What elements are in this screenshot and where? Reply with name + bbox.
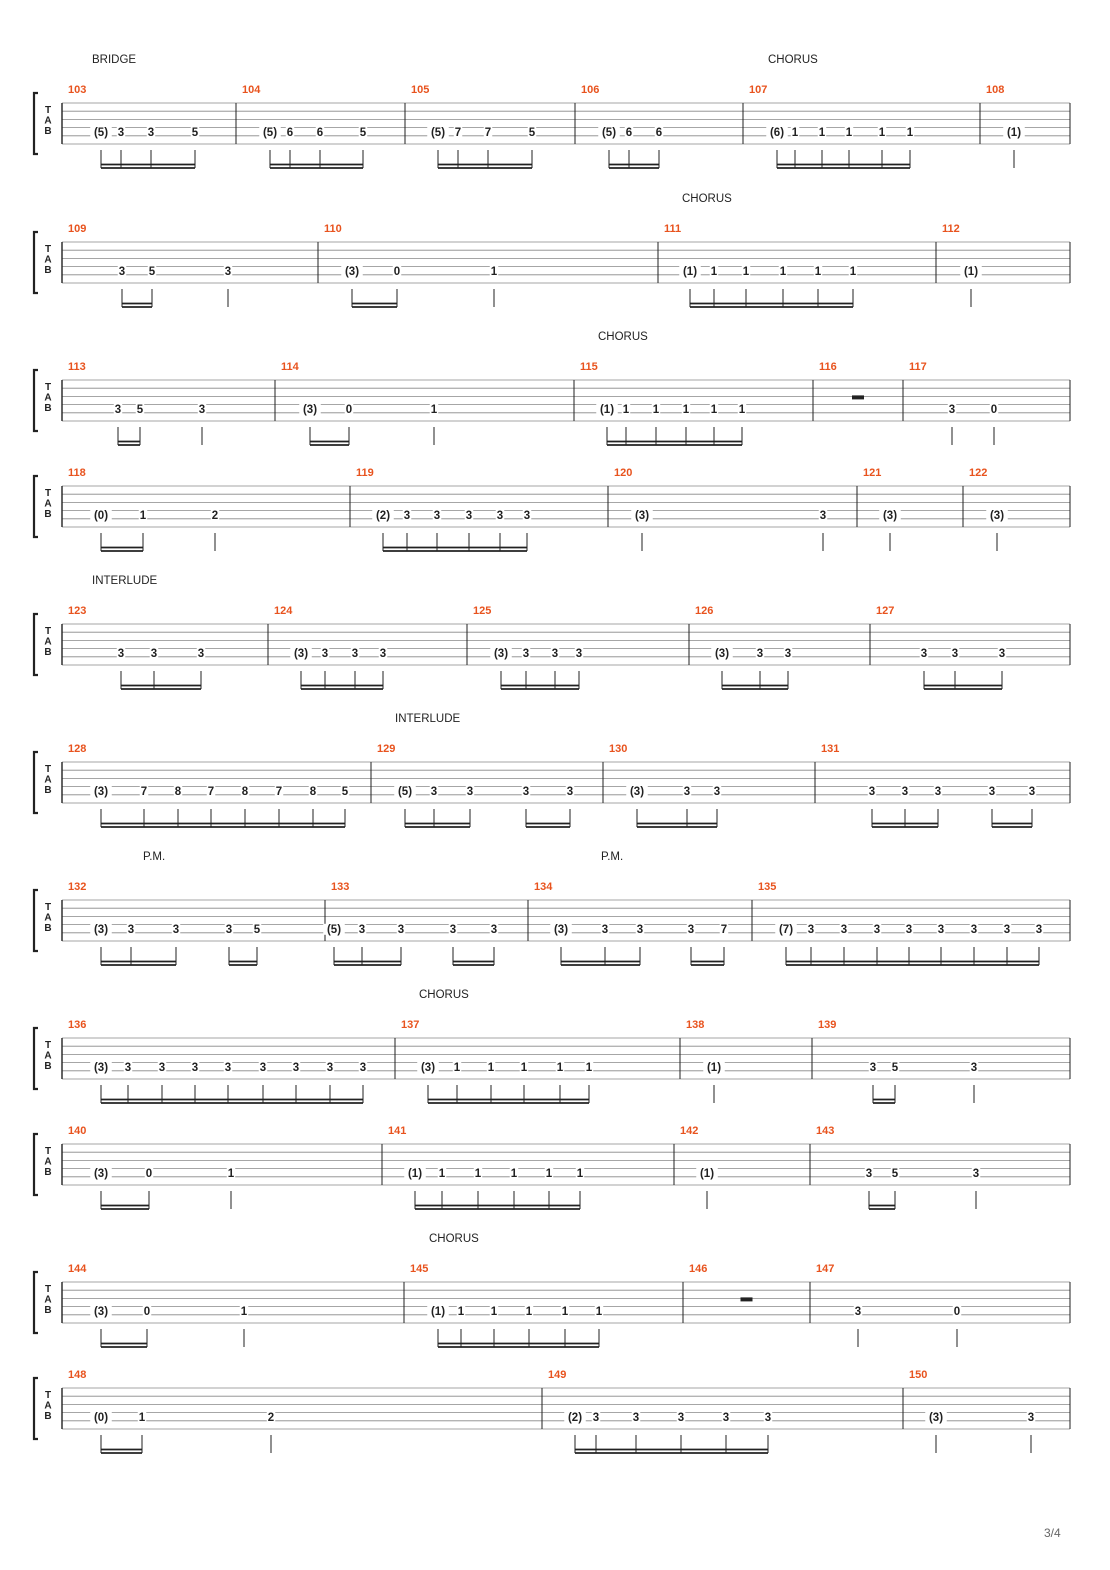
fret-number: 1 xyxy=(430,403,438,416)
fret-number: 0 xyxy=(143,1305,151,1318)
measure-number: 141 xyxy=(388,1125,407,1137)
fret-number: 1 xyxy=(779,265,787,278)
measure-number: 128 xyxy=(68,743,87,755)
fret-number: 3 xyxy=(905,923,913,936)
fret-number: 3 xyxy=(403,509,411,522)
fret-number: 3 xyxy=(819,509,827,522)
tied-fret-number: (5) xyxy=(262,126,278,139)
measure-number: 146 xyxy=(689,1263,708,1275)
fret-number: 3 xyxy=(1035,923,1043,936)
tab-clef-letter: A xyxy=(44,498,52,510)
tab-clef-letter: T xyxy=(44,244,52,255)
fret-number: 0 xyxy=(345,403,353,416)
fret-number: 1 xyxy=(520,1061,528,1074)
tied-fret-number: (3) xyxy=(928,1411,944,1424)
fret-number: 3 xyxy=(632,1411,640,1424)
section-label: INTERLUDE xyxy=(395,713,461,725)
fret-number: 1 xyxy=(814,265,822,278)
tab-clef-letter: B xyxy=(44,647,52,658)
fret-number: 3 xyxy=(359,1061,367,1074)
fret-number: 1 xyxy=(457,1305,465,1318)
measure-number: 117 xyxy=(909,361,927,373)
fret-number: 3 xyxy=(713,785,721,798)
section-label: CHORUS xyxy=(429,1233,479,1245)
fret-number: 3 xyxy=(259,1061,267,1074)
fret-number: 3 xyxy=(397,923,405,936)
fret-number: 3 xyxy=(1003,923,1011,936)
tied-fret-number: (3) xyxy=(93,1167,109,1180)
fret-number: 1 xyxy=(791,126,799,139)
tied-fret-number: (3) xyxy=(553,923,569,936)
fret-number: 3 xyxy=(1028,785,1036,798)
tied-fret-number: (1) xyxy=(963,265,979,278)
tab-clef-letter: B xyxy=(44,509,52,520)
fret-number: 3 xyxy=(147,126,155,139)
measure-number: 125 xyxy=(473,605,492,617)
fret-number: 3 xyxy=(225,923,233,936)
fret-number: 1 xyxy=(474,1167,482,1180)
measure-number: 140 xyxy=(68,1125,87,1137)
fret-number: 7 xyxy=(207,785,215,798)
fret-number: 1 xyxy=(818,126,826,139)
tab-clef-letter: A xyxy=(44,1156,52,1168)
fret-number: 3 xyxy=(490,923,498,936)
measure-number: 142 xyxy=(680,1125,699,1137)
system-brace xyxy=(34,890,38,951)
tied-fret-number: (3) xyxy=(93,1061,109,1074)
tab-clef-letter: A xyxy=(44,115,52,127)
fret-number: 3 xyxy=(869,1061,877,1074)
fret-number: 3 xyxy=(1027,1411,1035,1424)
fret-number: 3 xyxy=(198,403,206,416)
fret-number: 1 xyxy=(561,1305,569,1318)
fret-number: 1 xyxy=(240,1305,248,1318)
tied-fret-number: (1) xyxy=(1006,126,1022,139)
fret-number: 6 xyxy=(316,126,324,139)
measure-number: 139 xyxy=(818,1019,837,1031)
measure-number: 137 xyxy=(401,1019,420,1031)
tab-clef-letter: T xyxy=(44,105,52,116)
fret-number: 3 xyxy=(522,785,530,798)
measure-number: 147 xyxy=(816,1263,835,1275)
measure-number: 127 xyxy=(876,605,895,617)
tab-clef-letter: B xyxy=(44,1167,52,1178)
fret-number: 3 xyxy=(575,647,583,660)
tab-clef-letter: T xyxy=(44,902,52,913)
measure-number: 114 xyxy=(281,361,299,373)
system-brace xyxy=(34,476,38,537)
tab-clef-letter: A xyxy=(44,1050,52,1062)
fret-number: 1 xyxy=(652,403,660,416)
section-label: CHORUS xyxy=(419,989,469,1001)
measure-number: 120 xyxy=(614,467,633,479)
fret-number: 3 xyxy=(326,1061,334,1074)
measure-number: 133 xyxy=(331,881,350,893)
fret-number: 3 xyxy=(854,1305,862,1318)
system-brace xyxy=(34,1272,38,1333)
fret-number: 3 xyxy=(523,509,531,522)
fret-number: 3 xyxy=(937,923,945,936)
fret-number: 3 xyxy=(197,647,205,660)
fret-number: 3 xyxy=(722,1411,730,1424)
tab-system xyxy=(34,331,1070,445)
fret-number: 5 xyxy=(341,785,349,798)
fret-number: 3 xyxy=(592,1411,600,1424)
tab-clef-letter: B xyxy=(44,265,52,276)
fret-number: 0 xyxy=(393,265,401,278)
tab-clef-letter: A xyxy=(44,636,52,648)
measure-number: 149 xyxy=(548,1369,567,1381)
fret-number: 3 xyxy=(970,923,978,936)
tab-system xyxy=(34,713,1070,827)
tied-fret-number: (3) xyxy=(293,647,309,660)
tied-fret-number: (5) xyxy=(93,126,109,139)
fret-number: 3 xyxy=(807,923,815,936)
measure-number: 122 xyxy=(969,467,988,479)
fret-number: 1 xyxy=(138,1411,146,1424)
fret-number: 3 xyxy=(114,403,122,416)
tied-fret-number: (1) xyxy=(407,1167,423,1180)
measure-number: 115 xyxy=(580,361,598,373)
measure-number: 105 xyxy=(411,84,430,96)
fret-number: 3 xyxy=(687,923,695,936)
fret-number: 1 xyxy=(682,403,690,416)
fret-number: 3 xyxy=(191,1061,199,1074)
tied-fret-number: (3) xyxy=(629,785,645,798)
measure-number: 148 xyxy=(68,1369,87,1381)
fret-number: 3 xyxy=(292,1061,300,1074)
tab-clef-letter: B xyxy=(44,403,52,414)
tab-clef-letter: T xyxy=(44,1040,52,1051)
fret-number: 6 xyxy=(655,126,663,139)
tied-fret-number: (6) xyxy=(769,126,785,139)
fret-number: 5 xyxy=(136,403,144,416)
fret-number: 3 xyxy=(948,403,956,416)
fret-number: 3 xyxy=(840,923,848,936)
fret-number: 3 xyxy=(150,647,158,660)
measure-number: 106 xyxy=(581,84,600,96)
tied-fret-number: (5) xyxy=(326,923,342,936)
tab-clef-letter: B xyxy=(44,126,52,137)
section-label: BRIDGE xyxy=(92,54,137,66)
fret-number: 1 xyxy=(710,265,718,278)
fret-number: 1 xyxy=(742,265,750,278)
measure-number: 150 xyxy=(909,1369,928,1381)
tied-fret-number: (3) xyxy=(882,509,898,522)
measure-number: 110 xyxy=(324,223,342,235)
tab-system xyxy=(34,851,1070,965)
tab-clef-letter: T xyxy=(44,626,52,637)
fret-number: 0 xyxy=(145,1167,153,1180)
measure-number: 145 xyxy=(410,1263,429,1275)
tab-clef-letter: A xyxy=(44,1400,52,1412)
tab-clef-letter: B xyxy=(44,1305,52,1316)
tied-fret-number: (2) xyxy=(567,1411,583,1424)
tab-clef-letter: A xyxy=(44,392,52,404)
fret-number: 3 xyxy=(972,1167,980,1180)
measure-number: 111 xyxy=(664,223,682,235)
fret-number: 3 xyxy=(433,509,441,522)
section-label: INTERLUDE xyxy=(92,575,158,587)
fret-number: 7 xyxy=(454,126,462,139)
fret-number: 7 xyxy=(720,923,728,936)
fret-number: 3 xyxy=(449,923,457,936)
tab-clef-letter: A xyxy=(44,1294,52,1306)
fret-number: 3 xyxy=(117,647,125,660)
fret-number: 3 xyxy=(756,647,764,660)
fret-number: 8 xyxy=(174,785,182,798)
measure-number: 119 xyxy=(356,467,374,479)
fret-number: 3 xyxy=(224,265,232,278)
fret-number: 1 xyxy=(490,1305,498,1318)
fret-number: 3 xyxy=(551,647,559,660)
system-brace xyxy=(34,614,38,675)
fret-number: 3 xyxy=(951,647,959,660)
fret-number: 1 xyxy=(595,1305,603,1318)
fret-number: 3 xyxy=(636,923,644,936)
tied-fret-number: (3) xyxy=(634,509,650,522)
tab-system xyxy=(34,1233,1070,1347)
measure-number: 135 xyxy=(758,881,777,893)
fret-number: 0 xyxy=(990,403,998,416)
tab-clef-letter: A xyxy=(44,774,52,786)
tied-fret-number: (3) xyxy=(420,1061,436,1074)
fret-number: 5 xyxy=(891,1167,899,1180)
fret-number: 3 xyxy=(901,785,909,798)
fret-number: 1 xyxy=(710,403,718,416)
measure-number: 134 xyxy=(534,881,553,893)
fret-number: 3 xyxy=(351,647,359,660)
tab-clef-letter: B xyxy=(44,1061,52,1072)
whole-rest xyxy=(741,1297,753,1301)
fret-number: 1 xyxy=(906,126,914,139)
tab-system xyxy=(34,193,1070,307)
measure-number: 112 xyxy=(942,223,960,235)
fret-number: 3 xyxy=(868,785,876,798)
fret-number: 3 xyxy=(601,923,609,936)
fret-number: 8 xyxy=(309,785,317,798)
fret-number: 7 xyxy=(140,785,148,798)
tab-clef-letter: T xyxy=(44,382,52,393)
tab-clef-letter: T xyxy=(44,1390,52,1401)
page-number: 3/4 xyxy=(1044,1526,1061,1540)
fret-number: 3 xyxy=(465,509,473,522)
fret-number: 3 xyxy=(970,1061,978,1074)
tied-fret-number: (1) xyxy=(599,403,615,416)
section-label: CHORUS xyxy=(598,331,648,343)
fret-number: 7 xyxy=(275,785,283,798)
fret-number: 3 xyxy=(118,265,126,278)
section-label: P.M. xyxy=(601,851,624,863)
section-label: CHORUS xyxy=(768,54,818,66)
fret-number: 3 xyxy=(873,923,881,936)
tied-fret-number: (3) xyxy=(344,265,360,278)
tab-system xyxy=(34,575,1070,689)
measure-number: 118 xyxy=(68,467,86,479)
measure-number: 143 xyxy=(816,1125,835,1137)
fret-number: 1 xyxy=(487,1061,495,1074)
tied-fret-number: (1) xyxy=(682,265,698,278)
fret-number: 1 xyxy=(585,1061,593,1074)
fret-number: 3 xyxy=(865,1167,873,1180)
tied-fret-number: (0) xyxy=(93,509,109,522)
fret-number: 3 xyxy=(358,923,366,936)
fret-number: 8 xyxy=(241,785,249,798)
fret-number: 3 xyxy=(430,785,438,798)
fret-number: 1 xyxy=(545,1167,553,1180)
tied-fret-number: (5) xyxy=(601,126,617,139)
tied-fret-number: (3) xyxy=(93,923,109,936)
fret-number: 1 xyxy=(622,403,630,416)
tied-fret-number: (3) xyxy=(493,647,509,660)
fret-number: 3 xyxy=(677,1411,685,1424)
fret-number: 3 xyxy=(784,647,792,660)
fret-number: 3 xyxy=(379,647,387,660)
measure-number: 130 xyxy=(609,743,628,755)
measure-number: 103 xyxy=(68,84,87,96)
measure-number: 136 xyxy=(68,1019,87,1031)
fret-number: 3 xyxy=(683,785,691,798)
fret-number: 3 xyxy=(496,509,504,522)
system-brace xyxy=(34,752,38,813)
system-brace xyxy=(34,1134,38,1195)
measure-number: 129 xyxy=(377,743,396,755)
measure-number: 131 xyxy=(821,743,840,755)
fret-number: 1 xyxy=(849,265,857,278)
fret-number: 1 xyxy=(139,509,147,522)
tab-clef-letter: B xyxy=(44,785,52,796)
tab-clef-letter: T xyxy=(44,764,52,775)
fret-number: 1 xyxy=(738,403,746,416)
fret-number: 0 xyxy=(953,1305,961,1318)
fret-number: 3 xyxy=(920,647,928,660)
measure-number: 123 xyxy=(68,605,87,617)
fret-number: 3 xyxy=(998,647,1006,660)
tied-fret-number: (3) xyxy=(302,403,318,416)
section-label: CHORUS xyxy=(682,193,732,205)
tied-fret-number: (0) xyxy=(93,1411,109,1424)
system-brace xyxy=(34,93,38,154)
fret-number: 1 xyxy=(525,1305,533,1318)
tab-system xyxy=(34,1369,1070,1453)
whole-rest xyxy=(852,395,864,399)
tied-fret-number: (1) xyxy=(430,1305,446,1318)
fret-number: 3 xyxy=(988,785,996,798)
fret-number: 2 xyxy=(267,1411,275,1424)
fret-number: 7 xyxy=(484,126,492,139)
system-brace xyxy=(34,1378,38,1439)
fret-number: 3 xyxy=(522,647,530,660)
fret-number: 1 xyxy=(556,1061,564,1074)
fret-number: 6 xyxy=(625,126,633,139)
tab-clef-letter: A xyxy=(44,254,52,266)
measure-number: 126 xyxy=(695,605,714,617)
tab-clef-letter: T xyxy=(44,488,52,499)
fret-number: 2 xyxy=(211,509,219,522)
fret-number: 3 xyxy=(321,647,329,660)
tab-clef-letter: B xyxy=(44,923,52,934)
measure-number: 132 xyxy=(68,881,87,893)
tied-fret-number: (3) xyxy=(989,509,1005,522)
section-label: P.M. xyxy=(143,851,166,863)
tab-clef-letter: A xyxy=(44,912,52,924)
measure-number: 138 xyxy=(686,1019,705,1031)
fret-number: 3 xyxy=(158,1061,166,1074)
fret-number: 5 xyxy=(148,265,156,278)
fret-number: 1 xyxy=(878,126,886,139)
tied-fret-number: (3) xyxy=(93,785,109,798)
fret-number: 5 xyxy=(528,126,536,139)
fret-number: 5 xyxy=(359,126,367,139)
tied-fret-number: (2) xyxy=(375,509,391,522)
tied-fret-number: (3) xyxy=(93,1305,109,1318)
fret-number: 3 xyxy=(466,785,474,798)
measure-number: 144 xyxy=(68,1263,87,1275)
fret-number: 3 xyxy=(117,126,125,139)
tied-fret-number: (3) xyxy=(714,647,730,660)
fret-number: 3 xyxy=(566,785,574,798)
measure-number: 109 xyxy=(68,223,87,235)
measure-number: 108 xyxy=(986,84,1005,96)
measure-number: 104 xyxy=(242,84,261,96)
fret-number: 1 xyxy=(490,265,498,278)
fret-number: 5 xyxy=(891,1061,899,1074)
tied-fret-number: (1) xyxy=(706,1061,722,1074)
tied-fret-number: (5) xyxy=(430,126,446,139)
system-brace xyxy=(34,232,38,293)
tab-system xyxy=(34,989,1070,1103)
fret-number: 3 xyxy=(127,923,135,936)
fret-number: 6 xyxy=(286,126,294,139)
tied-fret-number: (1) xyxy=(699,1167,715,1180)
tab-system xyxy=(34,54,1070,168)
fret-number: 1 xyxy=(227,1167,235,1180)
measure-number: 113 xyxy=(68,361,86,373)
fret-number: 5 xyxy=(191,126,199,139)
fret-number: 3 xyxy=(224,1061,232,1074)
tab-system xyxy=(34,467,1070,551)
tab-clef-letter: B xyxy=(44,1411,52,1422)
fret-number: 1 xyxy=(453,1061,461,1074)
fret-number: 1 xyxy=(510,1167,518,1180)
measure-number: 107 xyxy=(749,84,768,96)
fret-number: 1 xyxy=(438,1167,446,1180)
fret-number: 3 xyxy=(934,785,942,798)
tab-clef-letter: T xyxy=(44,1146,52,1157)
fret-number: 1 xyxy=(845,126,853,139)
system-brace xyxy=(34,370,38,431)
tab-system xyxy=(34,1125,1070,1209)
fret-number: 3 xyxy=(764,1411,772,1424)
tied-fret-number: (5) xyxy=(397,785,413,798)
fret-number: 1 xyxy=(576,1167,584,1180)
fret-number: 3 xyxy=(124,1061,132,1074)
system-brace xyxy=(34,1028,38,1089)
measure-number: 124 xyxy=(274,605,293,617)
measure-number: 121 xyxy=(863,467,882,479)
tab-clef-letter: T xyxy=(44,1284,52,1295)
fret-number: 3 xyxy=(172,923,180,936)
fret-number: 5 xyxy=(253,923,261,936)
measure-number: 116 xyxy=(819,361,837,373)
tied-fret-number: (7) xyxy=(778,923,794,936)
